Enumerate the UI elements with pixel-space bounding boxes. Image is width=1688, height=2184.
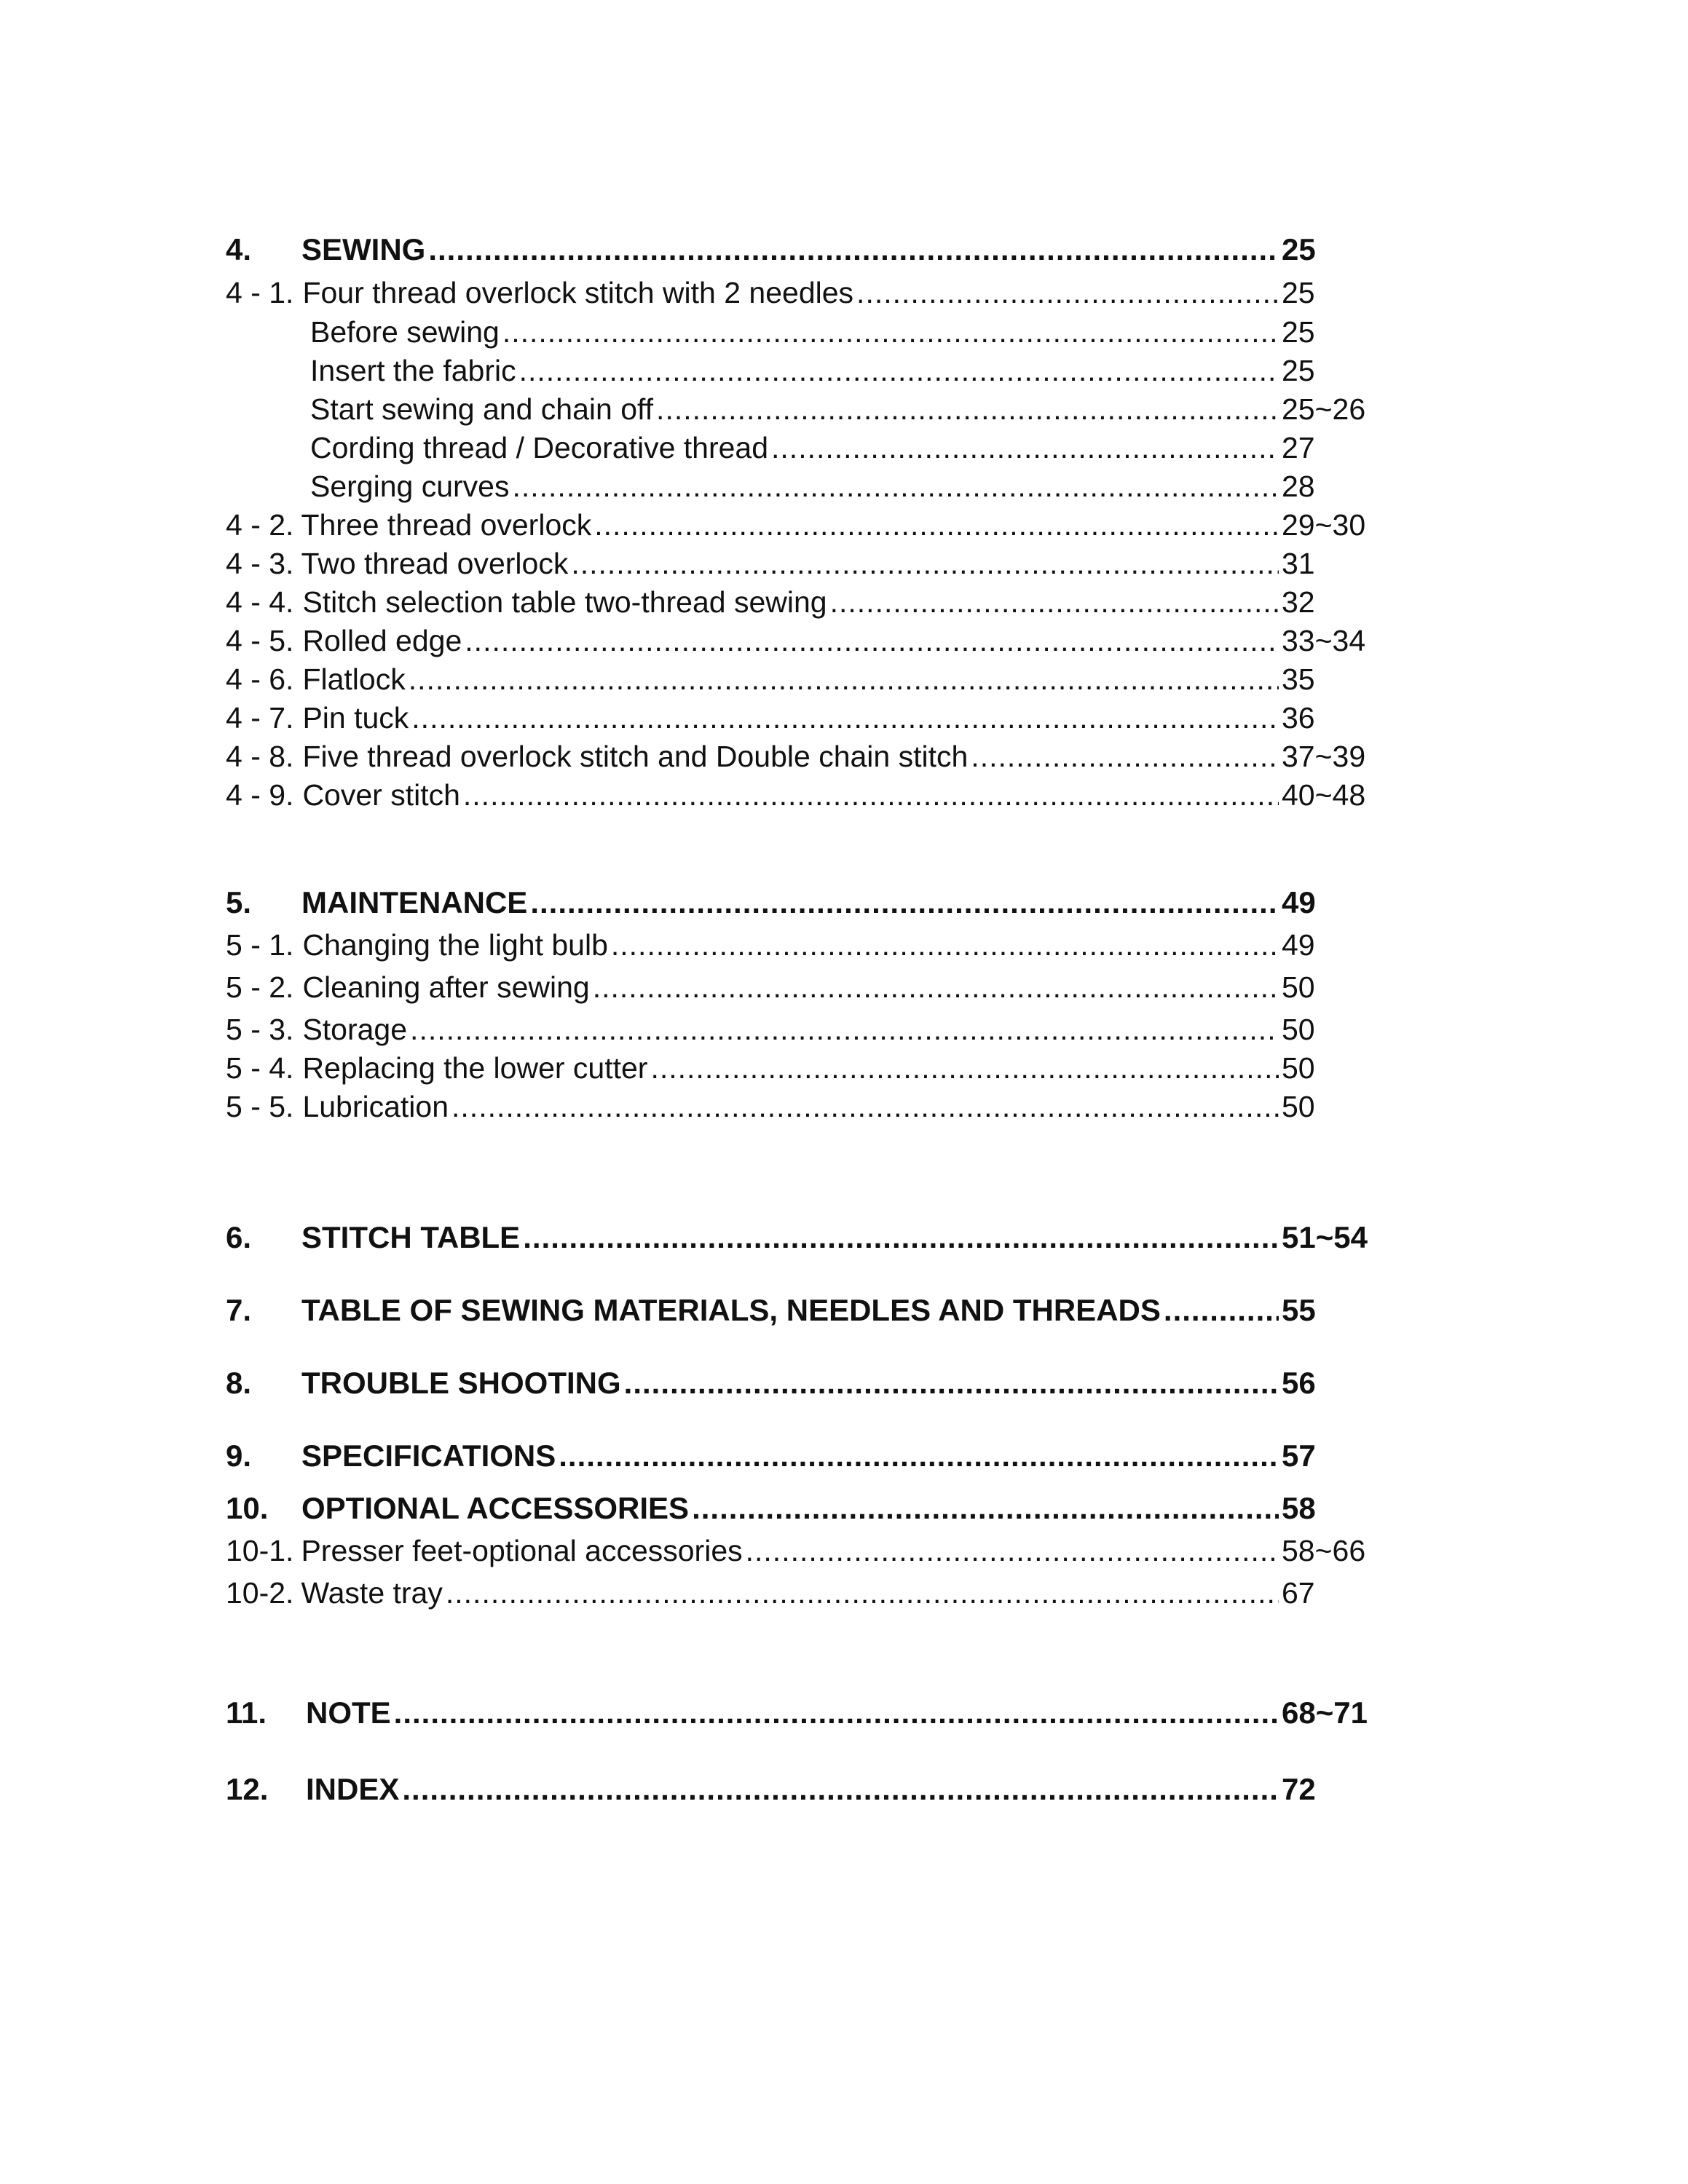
- entry-number: 4 - 6.: [226, 662, 294, 696]
- toc-entry-sewing-materials: [226, 1295, 1405, 1326]
- dot-leader: [830, 587, 1279, 617]
- toc-entry-before-sewing: [226, 317, 1405, 347]
- entry-title: SPECIFICATIONS: [301, 1439, 556, 1473]
- entry-page: 40~48: [1282, 778, 1366, 812]
- entry-number: 5 - 2.: [226, 970, 294, 1004]
- dot-leader: [624, 1368, 1279, 1398]
- toc-entry-4-9: [226, 780, 1405, 810]
- toc-entry-4-6: [226, 662, 1405, 696]
- toc-entry-note: [226, 1698, 1405, 1728]
- entry-page: 58~66: [1282, 1534, 1366, 1567]
- entry-title: Serging curves: [310, 470, 510, 503]
- dot-leader: [394, 1698, 1279, 1728]
- dot-leader: [692, 1493, 1279, 1524]
- dot-leader: [856, 278, 1279, 308]
- entry-number: 5 - 1.: [226, 928, 294, 962]
- entry-title: Before sewing: [310, 315, 500, 349]
- entry-title: Cover stitch: [302, 778, 460, 812]
- dot-leader: [530, 887, 1279, 918]
- toc-entry-sewing: [226, 234, 1405, 265]
- entry-page: 50: [1282, 1090, 1315, 1123]
- entry-title: OPTIONAL ACCESSORIES: [301, 1491, 690, 1525]
- toc-entry-5-1: [226, 930, 1405, 960]
- dot-leader: [411, 703, 1279, 733]
- entry-number: 9.: [226, 1439, 252, 1473]
- toc-entry-4-5: [226, 626, 1405, 656]
- entry-page: 56: [1282, 1366, 1316, 1400]
- toc-entry-index: [226, 1774, 1405, 1805]
- entry-title: Storage: [302, 1013, 408, 1046]
- toc-entry-maintenance: [226, 887, 1405, 918]
- toc-entry-10-1: [226, 1536, 1405, 1566]
- toc-entry-4-2: [226, 510, 1405, 540]
- entry-title: Waste tray: [301, 1576, 443, 1610]
- toc-entry-serging-curves: [226, 472, 1405, 502]
- entry-page: 25: [1282, 354, 1315, 387]
- entry-page: 37~39: [1282, 740, 1366, 773]
- entry-title: Insert the fabric: [310, 354, 516, 387]
- entry-number: 4 - 2.: [226, 508, 294, 542]
- toc-entry-4-7: [226, 703, 1405, 733]
- dot-leader: [746, 1536, 1279, 1566]
- entry-page: 49: [1282, 928, 1315, 962]
- entry-title: NOTE: [306, 1696, 391, 1730]
- toc-entry-5-4: [226, 1053, 1405, 1083]
- entry-number: 8.: [226, 1366, 252, 1400]
- entry-number: 4.: [226, 232, 252, 266]
- entry-title: TABLE OF SEWING MATERIALS, NEEDLES AND THREADS: [301, 1293, 1161, 1327]
- dot-leader: [559, 1441, 1279, 1471]
- toc-entry-cording-thread: [226, 433, 1405, 463]
- entry-page: 67: [1282, 1576, 1315, 1610]
- entry-number: 4 - 8.: [226, 740, 294, 773]
- toc-entry-10-2: [226, 1578, 1405, 1608]
- entry-number: 10.: [226, 1491, 269, 1525]
- entry-page: 25~26: [1282, 392, 1366, 426]
- entry-title: Replacing the lower cutter: [302, 1051, 648, 1085]
- entry-page: 28: [1282, 470, 1315, 503]
- entry-title: Cleaning after sewing: [302, 970, 590, 1004]
- dot-leader: [571, 549, 1279, 579]
- dot-leader: [594, 510, 1279, 540]
- entry-title: Lubrication: [302, 1090, 449, 1123]
- dot-leader: [656, 395, 1279, 424]
- dot-leader: [402, 1774, 1279, 1805]
- entry-number: 10-2.: [226, 1576, 294, 1610]
- entry-title: INDEX: [306, 1772, 400, 1806]
- entry-number: 5 - 3.: [226, 1013, 294, 1046]
- dot-leader: [502, 317, 1279, 347]
- entry-title: TROUBLE SHOOTING: [301, 1366, 621, 1400]
- entry-title: Two thread overlock: [301, 547, 569, 580]
- entry-number: 6.: [226, 1220, 252, 1254]
- entry-number: 5.: [226, 885, 252, 919]
- entry-page: 32: [1282, 585, 1315, 619]
- entry-page: 29~30: [1282, 508, 1366, 542]
- dot-leader: [1164, 1295, 1279, 1326]
- dot-leader: [650, 1053, 1279, 1083]
- dot-leader: [512, 472, 1279, 502]
- entry-title: Changing the light bulb: [302, 928, 608, 962]
- entry-page: 58: [1282, 1491, 1316, 1525]
- entry-title: MAINTENANCE: [301, 885, 528, 919]
- toc-entry-start-sewing: [226, 392, 1405, 426]
- entry-page: 25: [1282, 232, 1316, 266]
- entry-page: 49: [1282, 885, 1316, 919]
- dot-leader: [465, 626, 1279, 656]
- entry-title: Cording thread / Decorative thread: [310, 431, 769, 464]
- dot-leader: [971, 742, 1279, 772]
- toc-entry-4-4: [226, 587, 1405, 617]
- entry-title: Pin tuck: [302, 701, 409, 735]
- entry-page: 27: [1282, 431, 1315, 464]
- entry-title: Presser feet-optional accessories: [301, 1534, 743, 1567]
- entry-number: 7.: [226, 1293, 252, 1327]
- dot-leader: [446, 1578, 1279, 1608]
- dot-leader: [463, 780, 1279, 810]
- entry-number: 5 - 5.: [226, 1090, 294, 1123]
- entry-page: 33~34: [1282, 624, 1366, 657]
- entry-number: 4 - 3.: [226, 547, 294, 580]
- toc-entry-4-8: [226, 742, 1405, 772]
- entry-page: 55: [1282, 1293, 1316, 1327]
- toc-entry-optional-accessories: [226, 1493, 1405, 1524]
- entry-page: 35: [1282, 662, 1315, 696]
- dot-leader: [410, 1015, 1279, 1045]
- entry-number: 4 - 9.: [226, 778, 294, 812]
- toc-entry-stitch-table: [226, 1222, 1405, 1253]
- entry-title: STITCH TABLE: [301, 1220, 521, 1254]
- entry-page: 50: [1282, 1051, 1315, 1085]
- dot-leader: [771, 433, 1279, 463]
- entry-page: 68~71: [1282, 1696, 1368, 1730]
- entry-number: 4 - 4.: [226, 585, 294, 619]
- entry-number: 4 - 5.: [226, 624, 294, 657]
- entry-page: 72: [1282, 1772, 1316, 1806]
- dot-leader: [519, 356, 1279, 386]
- toc-entry-trouble-shooting: [226, 1368, 1405, 1398]
- entry-page: 36: [1282, 701, 1315, 735]
- entry-number: 4 - 1.: [226, 276, 294, 309]
- dot-leader: [611, 930, 1279, 960]
- entry-title: Five thread overlock stitch and Double chain stitch: [302, 740, 969, 773]
- entry-title: Start sewing and chain off: [310, 392, 654, 426]
- dot-leader: [523, 1222, 1279, 1253]
- entry-title: Rolled edge: [302, 624, 462, 657]
- dot-leader: [409, 665, 1279, 695]
- entry-page: 57: [1282, 1439, 1316, 1473]
- dot-leader: [428, 234, 1279, 265]
- entry-number: 4 - 7.: [226, 701, 294, 735]
- entry-page: 51~54: [1282, 1220, 1368, 1254]
- entry-number: 5 - 4.: [226, 1051, 294, 1085]
- dot-leader: [593, 973, 1279, 1002]
- entry-page: 31: [1282, 547, 1315, 580]
- entry-title: Four thread overlock stitch with 2 needles: [302, 276, 854, 309]
- entry-page: 25: [1282, 315, 1315, 349]
- toc-entry-specifications: [226, 1441, 1405, 1471]
- entry-number: 11.: [226, 1696, 267, 1730]
- toc-entry-5-2: [226, 970, 1405, 1004]
- entry-title: Three thread overlock: [301, 508, 592, 542]
- entry-title: Stitch selection table two-thread sewing: [302, 585, 827, 619]
- dot-leader: [451, 1092, 1279, 1122]
- entry-page: 25: [1282, 276, 1315, 309]
- entry-page: 50: [1282, 1013, 1315, 1046]
- toc-entry-4-3: [226, 549, 1405, 579]
- toc-entry-5-3: [226, 1015, 1405, 1045]
- toc-entry-insert-fabric: [226, 356, 1405, 386]
- entry-title: SEWING: [301, 232, 426, 266]
- entry-number: 12.: [226, 1772, 269, 1806]
- entry-page: 50: [1282, 970, 1315, 1004]
- toc-entry-4-1: [226, 278, 1405, 308]
- entry-number: 10-1.: [226, 1534, 294, 1567]
- toc-entry-5-5: [226, 1092, 1405, 1122]
- entry-title: Flatlock: [302, 662, 406, 696]
